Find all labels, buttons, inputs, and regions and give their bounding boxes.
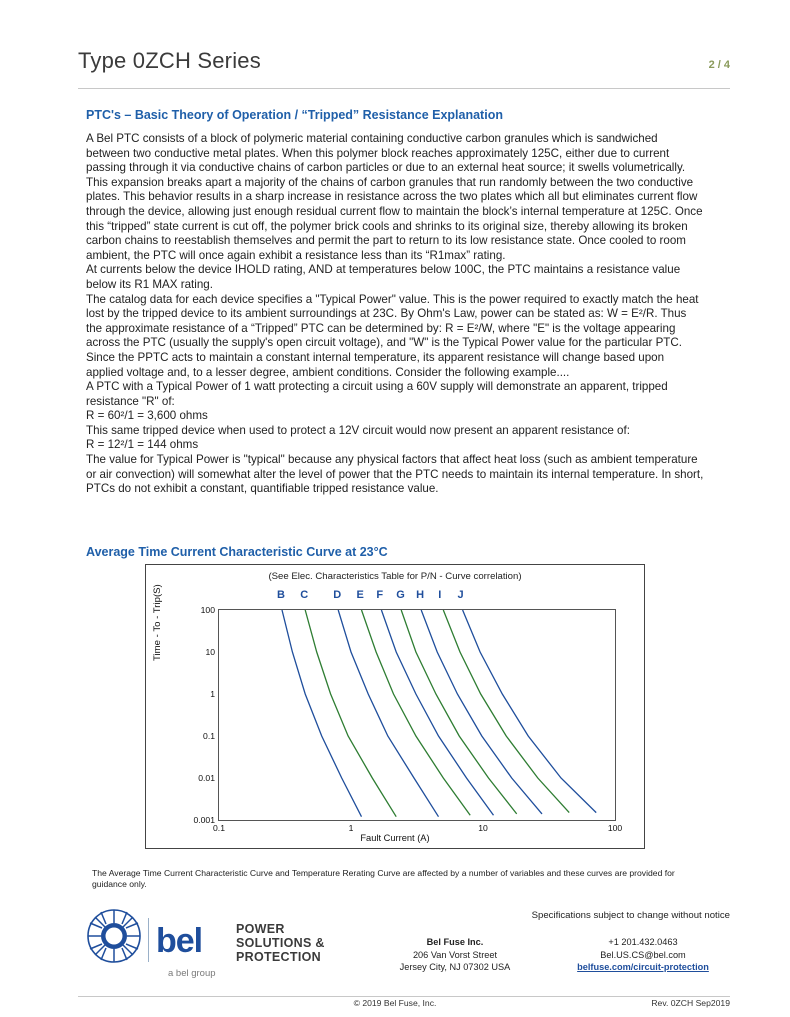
theory-body-text	[86, 132, 704, 497]
company-contact	[548, 936, 738, 974]
paragraph-3: The catalog data for each device specifies a "Typical Power" value. This is the power required to exactly match the heat lost by the tripped device to its ambient surroundings at 23C. By Ohm's Law, power can be stated as: W = E²/R. Thus the approximate resistance of a “Tripped” PTC can be determined by: R = E²/W, where "E" is the voltage appearing across the PTC (usually the supply's open circuit voltage), and "W" is the Typical Power value for the particular PTC.	[86, 292, 699, 350]
chart-series-H	[421, 610, 542, 814]
revision-text: Rev. 0ZCH Sep2019	[651, 998, 730, 1008]
chart-legend-F: F	[376, 589, 384, 601]
website-link[interactable]: belfuse.com/circuit-protection	[577, 962, 709, 972]
chart-series-J	[463, 610, 597, 813]
chart-series-I	[443, 610, 569, 813]
chart-legend-D: D	[333, 589, 342, 601]
bel-tagline-line1: POWER	[236, 922, 285, 936]
chart-series-E	[362, 610, 471, 815]
phone-number: +1 201.432.0463	[608, 937, 678, 947]
paragraph-5: A PTC with a Typical Power of 1 watt protecting a circuit using a 60V supply will demonstrate an apparent, tripped resistance "R" of:	[86, 380, 668, 408]
chart-series-F	[381, 610, 493, 815]
chart-y-tick: 0.1	[203, 731, 215, 741]
company-address	[370, 936, 540, 974]
bel-logo	[84, 906, 374, 984]
chart-legend	[146, 589, 644, 603]
chart-curves	[219, 610, 615, 820]
chart-y-tick: 1	[210, 689, 215, 699]
chart-series-C	[305, 610, 396, 817]
paragraph-6: R = 60²/1 = 3,600 ohms	[86, 409, 208, 423]
bel-group-label: a bel group	[168, 968, 216, 979]
chart-y-tick: 10	[205, 647, 215, 657]
paragraph-8: R = 12²/1 = 144 ohms	[86, 438, 199, 452]
chart-title: (See Elec. Characteristics Table for P/N - Curve correlation)	[268, 571, 522, 582]
chart-legend-C: C	[300, 589, 309, 601]
paragraph-1: A Bel PTC consists of a block of polymeric material containing conductive carbon granules which is sandwiched between two conductive metal plates. When this polymer block reaches approximately 125C, either due to current passing through it via conductive chains of carbon particles or due to an external heat source; it swells volumetrically. This expansion breaks apart a majority of the chains of carbon granules that run randomly between the two conductive plates. This behavior results in a sharp increase in resistance across the two plates which all but eliminates current flow through the device, allowing just enough residual current flow to maintain the block’s internal temperature at 125C. Once this “tripped” state current is cut off, the polymer brick cools and shrinks to its original size, thereby allowing its broken carbon chains to reestablish themselves and permit the part to return to its low resistance state. Once cooled to room ambient, the PTC will once again exhibit a resistance less than its “R1max” rating.	[86, 132, 703, 262]
chart-y-tick: 100	[200, 605, 215, 615]
footer-divider	[78, 996, 730, 997]
bel-wordmark: bel	[156, 922, 203, 960]
chart-x-tick: 0.1	[213, 823, 225, 833]
paragraph-4: Since the PPTC acts to maintain a constant internal temperature, its apparent resistance will change based upon applied voltage and, to a lesser degree, ambient conditions. Consider the following example....	[86, 350, 665, 379]
chart-y-axis-title: Time - To - Trip(S)	[152, 584, 163, 661]
paragraph-9: The value for Typical Power is "typical" because any physical factors that affect heat loss (such as ambient temperature or air convection) will somewhat alter the level of power that the PTC needs to maintain its internal temperature. In short, PTCs do not exhibit a constant, quantifiable tripped resistance value.	[86, 453, 704, 496]
chart-x-tick: 100	[607, 823, 623, 833]
email-address[interactable]: Bel.US.CS@bel.com	[600, 949, 686, 960]
bel-tagline-line3: PROTECTION	[236, 950, 321, 964]
chart-legend-H: H	[416, 589, 425, 601]
section-heading-theory: PTC's – Basic Theory of Operation / “Tripped” Resistance Explanation	[86, 108, 503, 122]
chart-plot-area	[193, 605, 623, 833]
chart-legend-E: E	[356, 589, 364, 601]
bel-mark-icon	[84, 906, 148, 968]
section-heading-curve: Average Time Current Characteristic Curve at 23°C	[86, 545, 388, 559]
chart-x-tick: 1	[348, 823, 354, 833]
chart-series-D	[338, 610, 438, 817]
company-name: Bel Fuse Inc.	[426, 937, 484, 947]
header-divider	[78, 88, 730, 89]
chart-legend-G: G	[396, 589, 405, 601]
chart-series-B	[282, 610, 362, 817]
specifications-note: Specifications subject to change without notice	[531, 910, 730, 921]
chart-disclaimer: The Average Time Current Characteristic Curve and Temperature Rerating Curve are affected by a number of variables and these curves are provided for guidance only.	[92, 868, 675, 889]
paragraph-7: This same tripped device when used to protect a 12V circuit would now present an apparent resistance of:	[86, 423, 630, 437]
chart-series-G	[401, 610, 517, 814]
chart-y-tick: 0.001	[193, 815, 215, 825]
chart-legend-I: I	[438, 589, 442, 601]
logo-divider	[148, 918, 149, 962]
page-indicator: 2 / 4	[708, 59, 730, 71]
chart-y-tick: 0.01	[198, 773, 215, 783]
address-line-2: Jersey City, NJ 07302 USA	[399, 962, 511, 972]
chart-x-tick: 10	[478, 823, 488, 833]
bel-tagline-block	[236, 922, 325, 964]
address-line-1: 206 Van Vorst Street	[412, 949, 498, 960]
page-header	[78, 48, 730, 74]
time-current-chart	[145, 564, 645, 849]
chart-legend-J: J	[457, 589, 464, 601]
page-title: Type 0ZCH Series	[78, 48, 261, 73]
chart-legend-B: B	[276, 589, 285, 601]
bel-tagline-line2: SOLUTIONS &	[236, 936, 325, 950]
copyright-text: © 2019 Bel Fuse, Inc.	[353, 998, 437, 1008]
chart-x-axis-title: Fault Current (A)	[360, 833, 430, 843]
paragraph-2: At currents below the device IHOLD rating, AND at temperatures below 100C, the PTC maintains a resistance value below its R1 MAX rating.	[86, 263, 681, 291]
